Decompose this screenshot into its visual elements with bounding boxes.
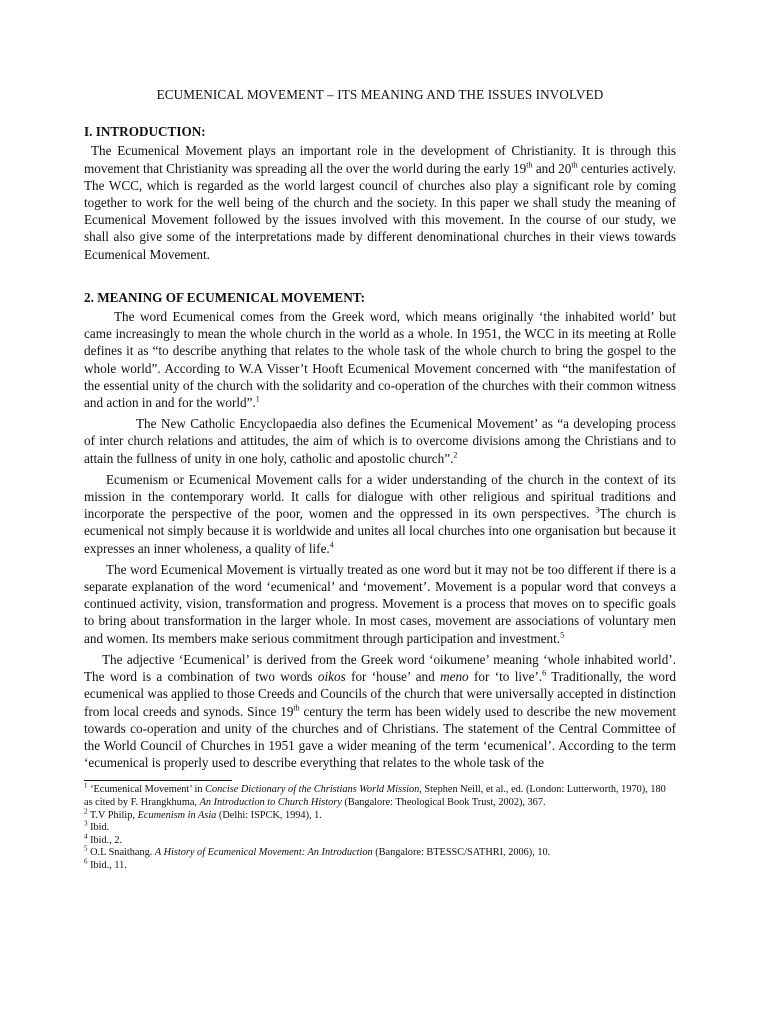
footnote-2: $^2$ T.V Philip, Ecumenism in Asia (Delhi: ISPCK, 1994), 1.: [84, 807, 322, 821]
meaning-paragraph-1: The word Ecumenical comes from the Greek word, which means originally ‘the inhabited world’ but came increasingly to mean the whole church in the world as a whole. In 1951, the WCC in its meeting at Rolle defines it as “to describe anything that relates to the whole task of the whole church to bring the gospel to the whole world”. According to W.A Visser’t Hooft Ecumenical Movement concerned with “the manifestation of the essential unity of the church with the solidarity and co-operation of the churches with their common witness and action in and for the world”.$^1$: [84, 309, 676, 411]
meaning-paragraph-2: The New Catholic Encyclopaedia also defines the Ecumenical Movement’ as “a developing process of inter church relations and attitudes, the aim of which is to overcome divisions among the Christians and to attain the fullness of unity in one holy, catholic and apostolic church”.$^2$: [84, 416, 676, 466]
footnote-ref: 1: [255, 394, 260, 404]
footnote-ref: 4: [329, 540, 334, 550]
footnote-3: $^3$ Ibid.: [84, 819, 110, 834]
footnote-ref: 5: [560, 630, 565, 640]
meaning-paragraph-4: The word Ecumenical Movement is virtually treated as one word but it may not be too different if there is a separate explanation of the word ‘ecumenical’ and ‘movement’. Movement is a popular word that conveys a continued activity, vision, transformation and progress. Movement is a process that moves on to specific goals to bring about transformation in the larger whole. In most cases, movement are associations of voluntary men and women. Its members make serious commitment through participation and investment.$^5$: [84, 561, 676, 646]
footnote-ref: 3: [595, 505, 600, 515]
footnote-divider: [84, 780, 232, 781]
footnote-ref: 6: [542, 668, 547, 678]
footnote-6: $^6$ Ibid., 11.: [84, 857, 127, 871]
meaning-paragraph-5: The adjective ‘Ecumenical’ is derived from the Greek word ‘oikumene’ meaning ‘whole inhabited world’. The word is a combination of two words oikos for ‘house’ and meno for ‘to live’.$^6$ Traditionally, the word ecumenical was applied to those Creeds and Councils of the church that were universally accepted in distinction from local creeds and synods. Since 19th century the term has been widely used to describe the new movement towards co-operation and unity of the churches and of Christians. The statement of the Central Committee of the World Council of Churches in 1951 gave a wider meaning of the term ‘ecumenical’. According to the term ‘ecumenical is properly used to describe everything that relates to the whole task of the: [84, 651, 676, 771]
section-heading-meaning: 2. MEANING OF ECUMENICAL MOVEMENT:: [84, 289, 365, 305]
document-page: [84, 86, 676, 872]
meaning-paragraph-3: Ecumenism or Ecumenical Movement calls for a wider understanding of the church in the context of its mission in the contemporary world. It calls for dialogue with other religious and spiritual traditions and incorporate the perspective of the poor, women and the oppressed in its own perspectives. $^3$The church is ecumenical not simply because it is worldwide and unites all local churches into one organisation but because it expresses an inner wholeness, a quality of life.$^4$: [84, 471, 676, 556]
footnotes: [84, 781, 676, 872]
footnote-1: $^1$ ‘Ecumenical Movement’ in Concise Dictionary of the Christians World Mission, Stephen Neill, et al., ed. (London: Lutterworth, 1970), 180 as cited by F. Hrangkhuma, An Introduction to Church History (Bangalore: Theological Book Trust, 2002), 367.: [84, 781, 666, 808]
footnote-5: $^5$ O.L Snaithang. A History of Ecumenical Movement: An Introduction (Bangalore: BTESSC/SATHRI, 2006), 10.: [84, 844, 551, 859]
footnote-4: $^4$ Ibid., 2.: [84, 832, 123, 846]
footnote-ref: 2: [453, 450, 458, 460]
introduction-paragraph: The Ecumenical Movement plays an important role in the development of Christianity. It is through this movement that Christianity was spreading all the over the world during the early 19th and 20th centuries actively. The WCC, which is regarded as the world largest council of churches also play a significant role by coming together to work for the well being of the church and the society. In this paper we shall study the meaning of Ecumenical Movement followed by the issues involved with this movement. In the course of our study, we shall also give some of the interpretations made by different denominational churches in their views towards Ecumenical Movement.: [84, 143, 676, 262]
document-title: ECUMENICAL MOVEMENT – ITS MEANING AND THE ISSUES INVOLVED: [156, 87, 604, 102]
section-heading-introduction: I. INTRODUCTION:: [84, 124, 206, 140]
